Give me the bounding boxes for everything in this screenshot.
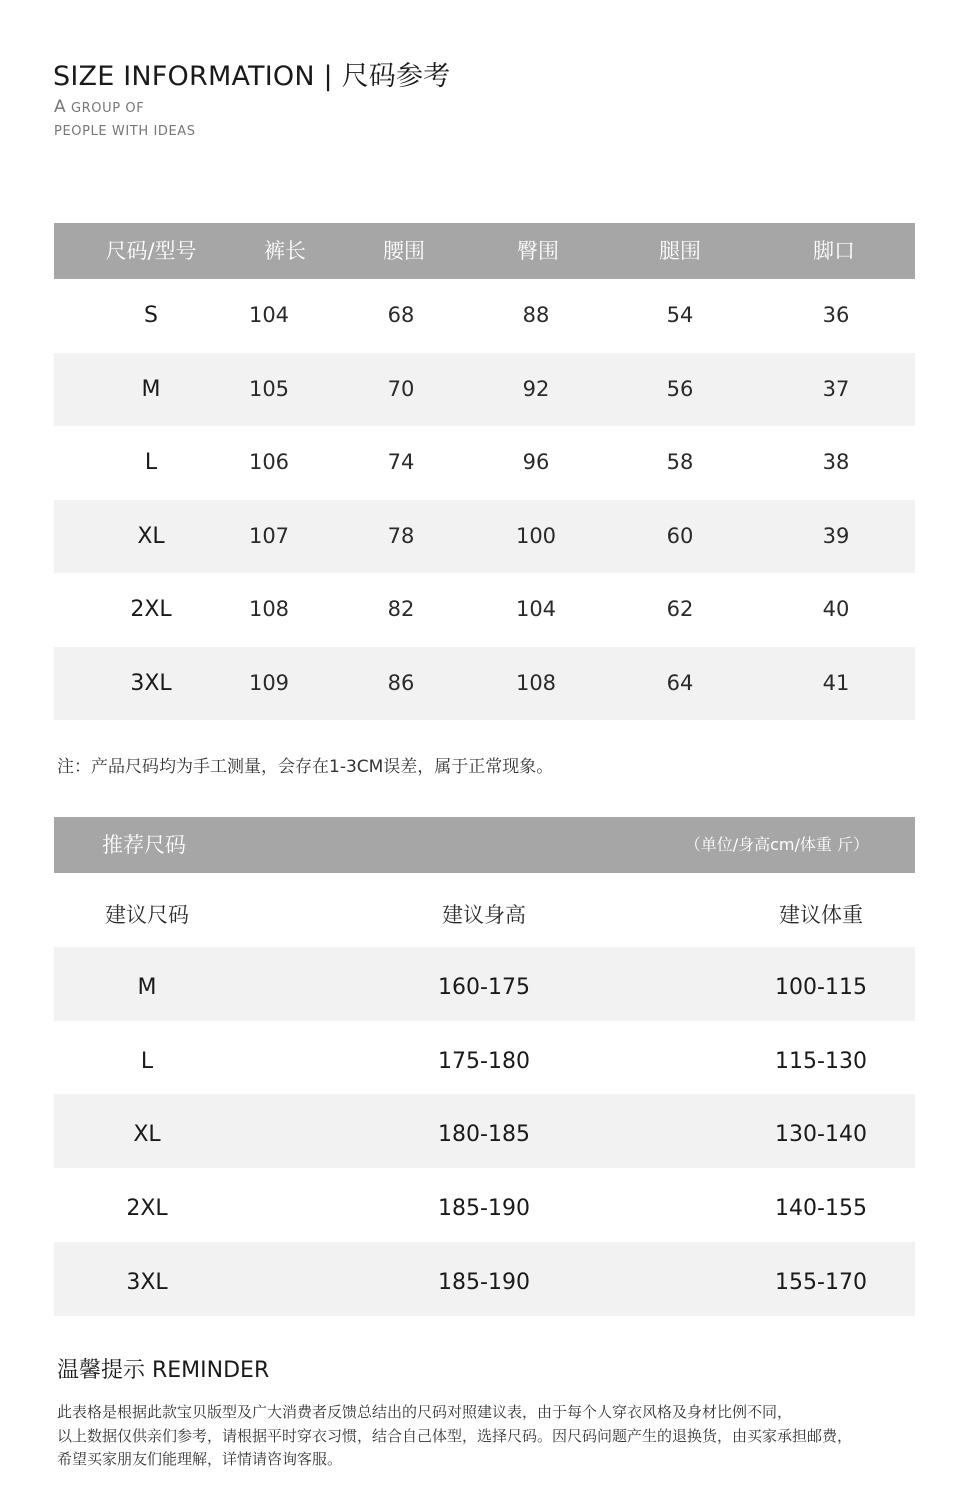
waist-cell: 70 [387,376,415,401]
table-row [54,353,915,427]
weight-cell: 115-130 [775,1048,867,1074]
subtitle-line-1-text: GROUP OF [70,101,145,116]
size-cell: S [144,303,158,328]
page-title: SIZE INFORMATION | 尺码参考 [53,61,451,92]
recommend-unit: （单位/身高cm/体重 斤） [684,835,869,854]
size-chart-header [54,223,915,279]
table-row [54,647,915,721]
size-cell: 3XL [130,670,172,696]
waist-cell: 74 [387,450,415,474]
hip-cell: 92 [522,376,550,401]
reminder-title: 温馨提示 REMINDER [57,1358,270,1383]
table-row [54,279,915,353]
column-header-weight: 建议体重 [779,903,863,927]
weight-cell: 155-170 [775,1269,867,1295]
recommend-header [54,817,915,873]
hip-cell: 100 [515,523,557,548]
reminder-line: 希望买家朋友们能理解，详情请咨询客服。 [57,1450,343,1468]
table-row [54,500,915,574]
length-cell: 107 [248,523,290,548]
column-header-hip: 臀围 [517,239,559,263]
waist-cell: 82 [387,597,415,621]
subtitle-line-1 [54,97,144,117]
size-cell: XL [133,1122,161,1148]
table-row [54,426,915,500]
table-row [54,1021,915,1095]
length-cell: 104 [248,303,290,327]
subtitle-line-2: PEOPLE WITH IDEAS [54,124,196,139]
size-cell: M [141,376,161,402]
thigh-cell: 56 [666,376,694,401]
weight-cell: 140-155 [775,1196,867,1222]
hem-cell: 36 [822,303,850,327]
length-cell: 105 [248,376,290,401]
thigh-cell: 58 [666,450,694,474]
column-header-height: 建议身高 [442,903,526,927]
hip-cell: 108 [515,670,557,695]
height-cell: 175-180 [438,1048,530,1074]
column-header-waist: 腰围 [383,239,425,263]
hip-cell: 88 [522,303,550,327]
hem-cell: 37 [822,376,850,401]
reminder-line: 以上数据仅供亲们参考，请根据平时穿衣习惯，结合自己体型，选择尺码。因尺码问题产生的退换货，由买家承担邮费， [57,1426,853,1445]
column-header-size: 尺码/型号 [105,239,197,263]
reminder-line: 此表格是根据此款宝贝版型及广大消费者反馈总结出的尺码对照建议表，由于每个人穿衣风格及身材比例不同， [57,1403,793,1421]
table-row [54,573,915,647]
length-cell: 109 [248,670,290,695]
thigh-cell: 54 [666,303,694,327]
recommend-column-headers [54,873,915,947]
recommend-title: 推荐尺码 [102,833,186,857]
column-header-length: 裤长 [264,239,306,263]
size-cell: 2XL [126,1196,168,1222]
size-chart-table [54,223,915,720]
hem-cell: 41 [822,670,850,695]
waist-cell: 86 [387,670,415,695]
column-header-size: 建议尺码 [105,903,189,927]
reminder-text [57,1401,917,1472]
column-header-hem: 脚口 [813,239,855,263]
measurement-note: 注：产品尺码均为手工测量，会存在1-3CM误差，属于正常现象。 [57,757,554,777]
subtitle-initial: A [54,97,67,117]
height-cell: 180-185 [438,1122,530,1148]
recommend-table [54,873,915,1316]
waist-cell: 68 [387,303,415,327]
table-row [54,947,915,1021]
size-cell: M [137,974,157,1000]
height-cell: 160-175 [438,974,530,1000]
size-cell: L [140,1048,154,1074]
hem-cell: 38 [822,450,850,474]
hip-cell: 96 [522,450,550,474]
height-cell: 185-190 [438,1269,530,1295]
waist-cell: 78 [387,523,415,548]
hem-cell: 40 [822,597,850,621]
weight-cell: 130-140 [775,1122,867,1148]
size-cell: L [144,450,158,475]
table-row [54,1242,915,1316]
size-cell: 3XL [126,1269,168,1295]
table-row [54,1168,915,1242]
hem-cell: 39 [822,523,850,548]
weight-cell: 100-115 [775,974,867,1000]
height-cell: 185-190 [438,1196,530,1222]
size-cell: XL [137,523,165,549]
hip-cell: 104 [515,597,557,621]
length-cell: 106 [248,450,290,474]
length-cell: 108 [248,597,290,621]
thigh-cell: 62 [666,597,694,621]
size-cell: 2XL [130,597,172,622]
column-header-thigh: 腿围 [659,239,701,263]
table-row [54,1094,915,1168]
thigh-cell: 60 [666,523,694,548]
thigh-cell: 64 [666,670,694,695]
